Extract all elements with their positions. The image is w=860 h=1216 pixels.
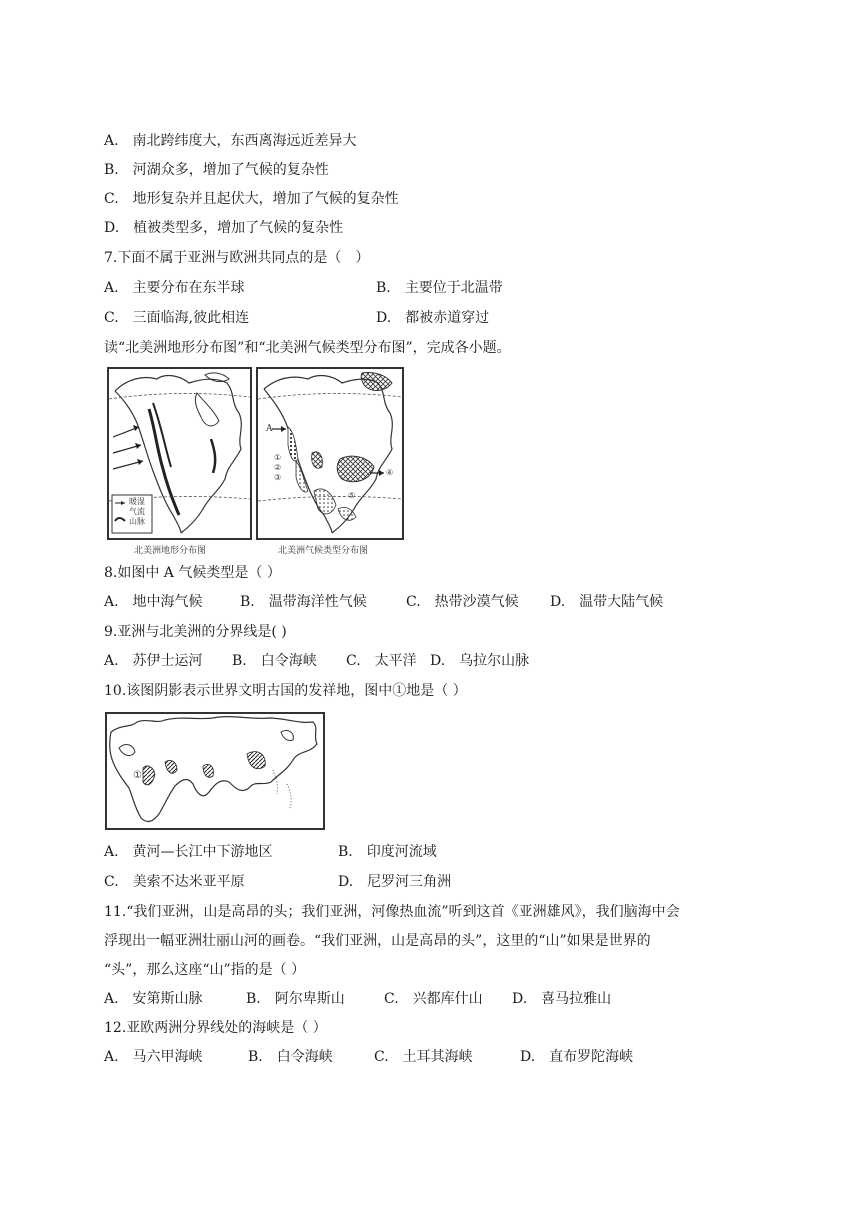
q12-option-a: A. 马六甲海峡 [104,1049,203,1065]
q10-stem: 10.该图阴影表示世界文明古国的发祥地，图中①地是（ ） [104,683,467,699]
q7-stem: 7.下面不属于亚洲与欧洲共同点的是（ ） [104,250,370,266]
q10-option-c: C. 美索不达米亚平原 [104,874,245,890]
landform-map-caption: 北美洲地形分布图 [134,546,207,556]
q7-option-d: D. 都被赤道穿过 [376,310,490,326]
climate-label-4: ④ [386,468,394,477]
climate-label-2: ② [274,463,282,472]
q12-option-c: C. 土耳其海峡 [374,1049,473,1065]
q11-option-a: A. 安第斯山脉 [104,991,203,1007]
q6-option-d: D. 植被类型多，增加了气候的复杂性 [104,220,344,236]
q10-option-b: B. 印度河流域 [338,844,437,860]
q12-stem: 12.亚欧两洲分界线处的海峡是（ ） [104,1020,327,1036]
q10-option-a: A. 黄河—长江中下游地区 [104,844,273,860]
q11-option-b: B. 阿尔卑斯山 [246,991,345,1007]
q7-option-c: C. 三面临海,彼此相连 [104,310,250,326]
q9-option-c: C. 太平洋 [346,653,417,669]
q11-stem-line-3: “头”，那么这座“山”指的是（ ） [104,962,306,978]
north-america-climate-map [256,367,404,540]
ancient-civilizations-map [105,712,325,830]
legend-warm-moist: 暖湿 [129,497,145,506]
q12-option-b: B. 白令海峡 [248,1049,333,1065]
q11-option-d: D. 喜马拉雅山 [512,991,612,1007]
legend-airflow: 气流 [129,507,145,516]
climate-label-5: ⑤ [348,491,356,500]
q7-option-b: B. 主要位于北温带 [376,280,503,296]
q9-option-d: D. 乌拉尔山脉 [430,653,530,669]
q10-option-d: D. 尼罗河三角洲 [338,874,452,890]
q11-stem-line-1: 11.“我们亚洲，山是高昂的头；我们亚洲，河像热血流”听到这首《亚洲雄风》，我们脑海中会 [104,904,680,920]
q11-stem-line-2: 浮现出一幅亚洲壮丽山河的画卷。“我们亚洲，山是高昂的头”，这里的“山”如果是世界的 [104,933,651,949]
climate-label-1: ① [274,453,282,462]
q6-option-b: B. 河湖众多，增加了气候的复杂性 [104,162,329,178]
climate-label-a: A [266,424,273,434]
climate-map-caption: 北美洲气候类型分布图 [278,546,369,556]
civilization-label-1: ① [133,770,142,781]
q9-option-a: A. 苏伊士运河 [104,653,203,669]
climate-label-3: ③ [274,473,282,482]
q6-option-c: C. 地形复杂并且起伏大，增加了气候的复杂性 [104,191,399,207]
q7-option-a: A. 主要分布在东半球 [104,280,245,296]
north-america-landform-map [107,367,252,540]
legend-mountain: 山脉 [129,517,145,526]
q8-option-a: A. 地中海气候 [104,594,203,610]
q8-option-d: D. 温带大陆气候 [550,594,664,610]
q8-option-b: B. 温带海洋性气候 [240,594,367,610]
q6-option-a: A. 南北跨纬度大，东西离海远近差异大 [104,133,357,149]
q11-option-c: C. 兴都库什山 [384,991,483,1007]
q8-stem: 8.如图中 A 气候类型是（ ） [104,565,281,581]
q8-option-c: C. 热带沙漠气候 [406,594,519,610]
q12-option-d: D. 直布罗陀海峡 [520,1049,634,1065]
q9-stem: 9.亚洲与北美洲的分界线是( ) [104,624,287,640]
q9-option-b: B. 白令海峡 [232,653,317,669]
map-reading-intro: 读“北美洲地形分布图”和“北美洲气候类型分布图”，完成各小题。 [104,340,511,356]
